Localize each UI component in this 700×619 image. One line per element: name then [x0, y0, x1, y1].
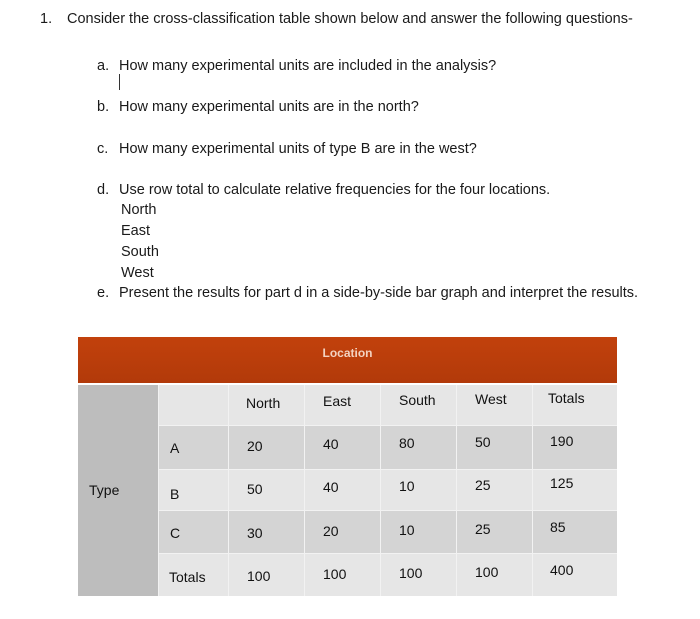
table-cell: 25 [475, 477, 491, 493]
table-row [158, 511, 617, 553]
part-label: a. [97, 58, 110, 74]
divider [158, 425, 617, 426]
row-label: Totals [169, 569, 206, 585]
table-row [158, 470, 617, 510]
table-row [158, 554, 617, 596]
type-label: Type [89, 482, 120, 498]
table-header-bar [78, 337, 617, 383]
divider [304, 385, 305, 596]
question-number: 1. [40, 11, 53, 27]
location-east: East [121, 223, 151, 239]
table-cell: 40 [323, 436, 339, 452]
cross-classification-table [78, 337, 617, 596]
divider [158, 385, 159, 596]
divider [158, 553, 617, 554]
table-cell: 30 [247, 525, 263, 541]
part-c [97, 140, 477, 158]
table-cell: 100 [475, 564, 499, 580]
part-e [97, 284, 652, 302]
table-cell: 190 [550, 433, 574, 449]
table-cell: 400 [550, 562, 574, 578]
divider [456, 385, 457, 596]
part-label: d. [97, 182, 110, 198]
table-grid [78, 385, 617, 596]
table-cell: 10 [399, 478, 415, 494]
table-cell: 25 [475, 521, 491, 537]
row-label: B [170, 486, 180, 502]
table-cell: 50 [247, 481, 263, 497]
divider [532, 385, 533, 596]
location-west: West [121, 265, 154, 281]
table-cell: 100 [323, 566, 347, 582]
table-cell: 40 [323, 479, 339, 495]
part-a [97, 57, 496, 75]
location-header: Location [322, 346, 373, 360]
question-text: Consider the cross-classification table shown below and answer the following questions- [67, 11, 633, 27]
table-cell: 20 [323, 523, 339, 539]
part-text: How many experimental units are included in the analysis? [119, 58, 497, 74]
column-header: East [323, 393, 352, 409]
table-cell: 20 [247, 438, 263, 454]
divider [158, 510, 617, 511]
table-cell: 80 [399, 435, 415, 451]
part-label: b. [97, 99, 110, 115]
column-header: South [399, 392, 436, 408]
table-cell: 85 [550, 519, 566, 535]
column-header: West [475, 391, 507, 407]
location-north: North [121, 202, 157, 218]
row-label: C [170, 525, 181, 541]
divider [158, 469, 617, 470]
part-label: c. [97, 141, 109, 157]
part-text: Present the results for part d in a side-by-side bar graph and interpret the results. [119, 285, 639, 301]
table-cell: 100 [399, 565, 423, 581]
table-cell: 10 [399, 522, 415, 538]
text-cursor [119, 74, 120, 90]
part-d [97, 181, 550, 199]
divider [380, 385, 381, 596]
column-header: Totals [548, 390, 585, 406]
table-row [158, 426, 617, 469]
location-south: South [121, 244, 159, 260]
part-text: Use row total to calculate relative frequencies for the four locations. [119, 182, 551, 198]
row-label: A [170, 440, 180, 456]
part-b [97, 98, 419, 116]
divider [228, 385, 229, 596]
table-cell: 125 [550, 475, 574, 491]
table-cell: 100 [247, 568, 271, 584]
part-text: How many experimental units are in the north? [119, 99, 419, 115]
column-header: North [246, 395, 281, 411]
part-label: e. [97, 285, 110, 301]
table-cell: 50 [475, 434, 491, 450]
part-text: How many experimental units of type B are in the west? [119, 141, 477, 157]
